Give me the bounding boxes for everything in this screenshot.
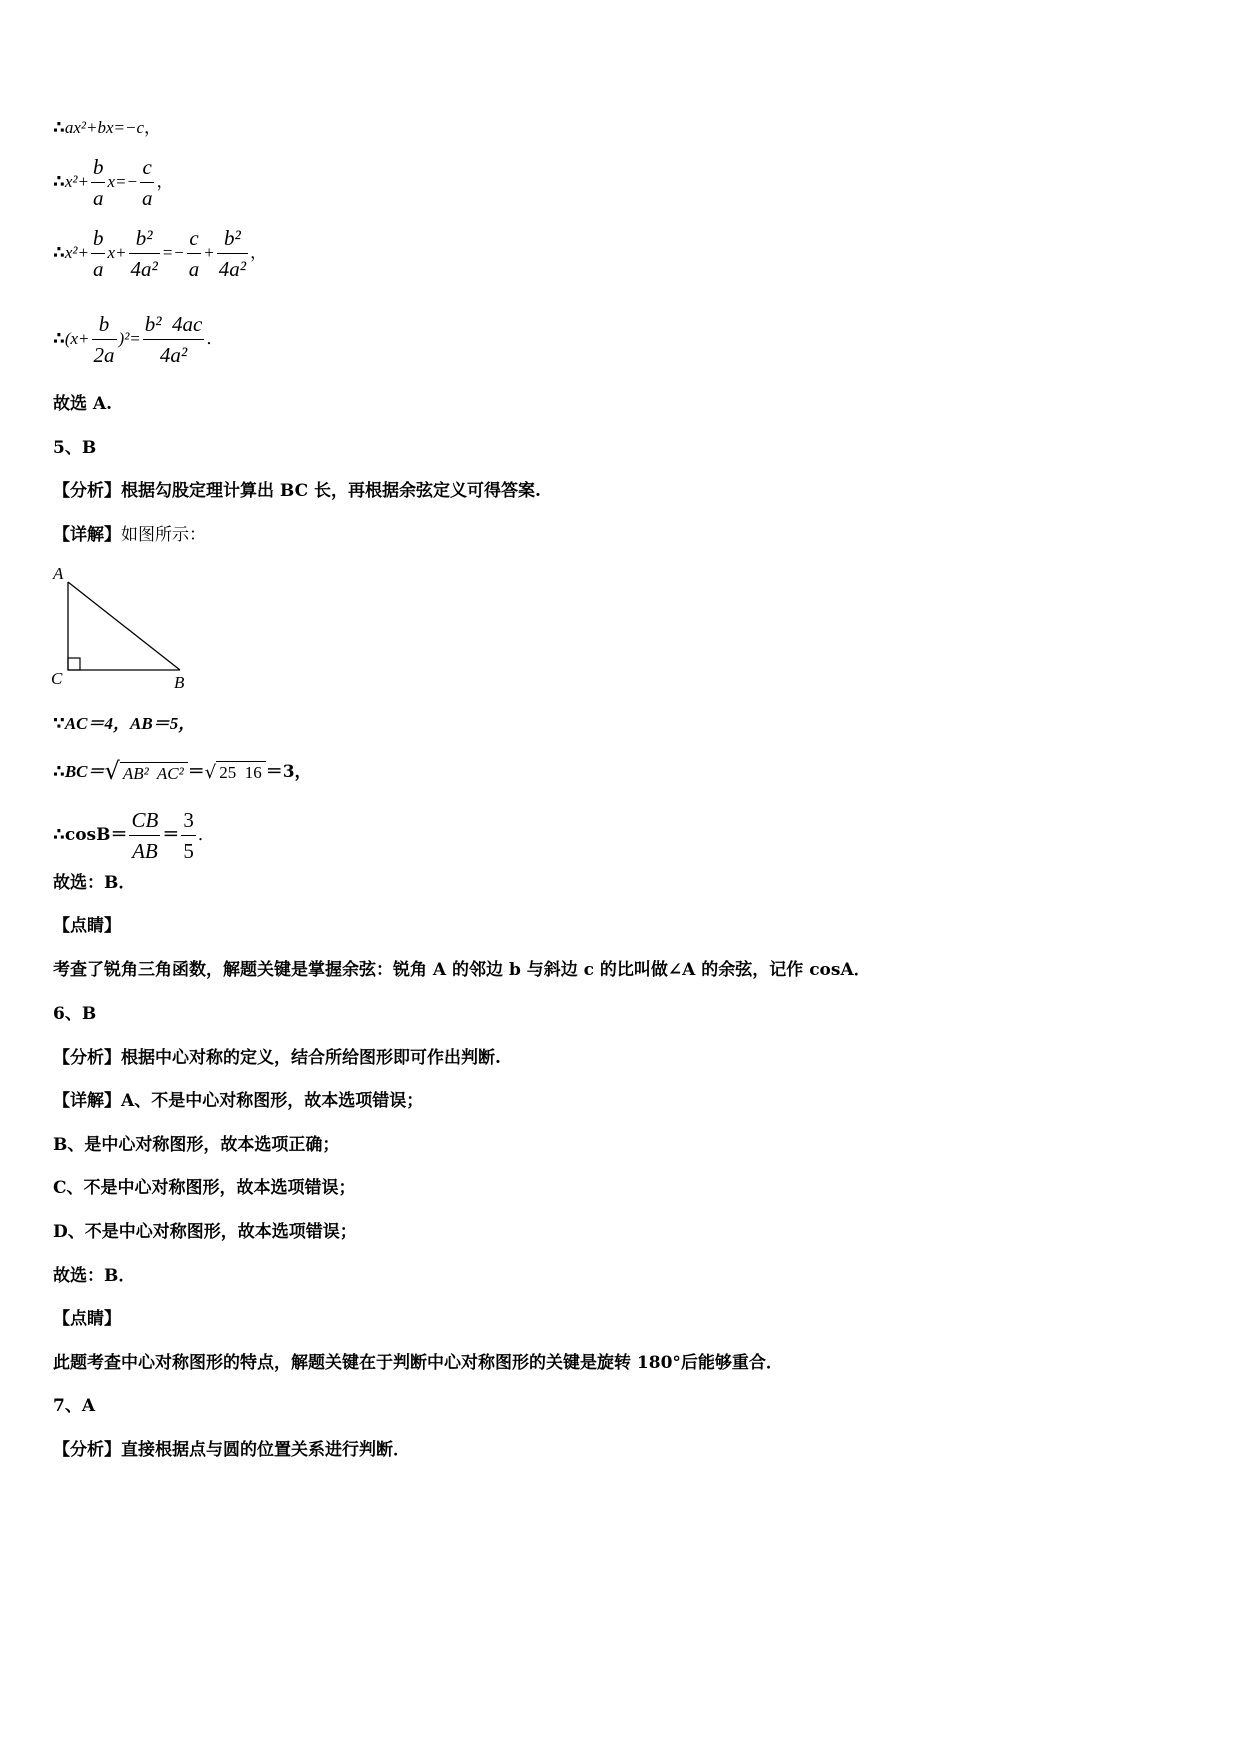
q5-analysis bbox=[53, 480, 541, 502]
equation-text: + bbox=[203, 243, 215, 262]
question-7-heading: 7、A bbox=[53, 1396, 96, 1416]
punct: ． bbox=[197, 825, 215, 845]
denominator: 4a² bbox=[159, 343, 188, 367]
equation-text: (x+ bbox=[64, 329, 90, 348]
numerator: b² bbox=[129, 226, 160, 254]
equation-text: x+ bbox=[107, 243, 127, 262]
denominator: 5 bbox=[183, 839, 194, 863]
equation-text: cosB＝ bbox=[64, 825, 128, 845]
q6-choose: 故选：B． bbox=[53, 1266, 136, 1286]
q6-option-d: D、不是中心对称图形，故本选项错误； bbox=[53, 1222, 357, 1242]
equation-text: BC＝ bbox=[64, 762, 105, 781]
radicand: 25 16 bbox=[216, 761, 266, 782]
numerator: b² 4ac bbox=[143, 312, 205, 340]
equation-text: =− bbox=[161, 243, 185, 262]
question-6-heading: 6、B bbox=[53, 1004, 97, 1024]
equation-text: )²= bbox=[118, 329, 141, 348]
q5-choose: 故选：B． bbox=[53, 873, 136, 893]
q6-detail bbox=[53, 1090, 423, 1112]
side-ab bbox=[68, 582, 180, 670]
fraction bbox=[91, 155, 106, 210]
denominator: 2a bbox=[93, 343, 115, 367]
right-triangle-figure bbox=[48, 562, 198, 694]
punct: ， bbox=[144, 118, 161, 138]
fraction bbox=[181, 808, 196, 863]
fraction bbox=[129, 226, 160, 281]
therefore-symbol: ∴ bbox=[53, 329, 65, 349]
analysis-tag: 【分析】 bbox=[53, 1048, 121, 1068]
denominator: a bbox=[141, 186, 153, 210]
numerator: b² bbox=[217, 226, 248, 254]
numerator: c bbox=[187, 226, 202, 254]
detail-tag: 【详解】 bbox=[53, 1091, 121, 1111]
vertex-label-c: C bbox=[51, 669, 63, 688]
sqrt-expression: √ AB² AC² bbox=[105, 760, 188, 785]
equation-text: x=− bbox=[107, 172, 138, 191]
fraction bbox=[140, 155, 155, 210]
fraction bbox=[92, 312, 117, 367]
because-symbol: ∵ bbox=[53, 714, 65, 734]
line-1 bbox=[53, 117, 161, 139]
fraction bbox=[129, 808, 160, 863]
detail-text: 如图所示： bbox=[121, 525, 206, 545]
numerator: CB bbox=[129, 808, 160, 836]
vertex-label-a: A bbox=[53, 564, 64, 583]
question-5-heading: 5、B bbox=[53, 438, 97, 458]
q6-analysis bbox=[53, 1047, 501, 1069]
numerator: 3 bbox=[181, 808, 196, 836]
analysis-text: 直接根据点与圆的位置关系进行判断． bbox=[121, 1440, 410, 1460]
line-3 bbox=[53, 226, 267, 281]
therefore-symbol: ∴ bbox=[53, 172, 65, 192]
q5-bc bbox=[53, 757, 312, 785]
q6-comment: 此题考查中心对称图形的特点，解题关键在于判断中心对称图形的关键是旋转 180°后能够重合． bbox=[53, 1353, 783, 1373]
q6-comment-tag: 【点睛】 bbox=[53, 1309, 121, 1329]
q7-analysis bbox=[53, 1439, 410, 1461]
numerator: b bbox=[91, 155, 106, 183]
denominator: a bbox=[92, 257, 104, 281]
fraction bbox=[187, 226, 202, 281]
q5-comment-tag: 【点睛】 bbox=[53, 916, 121, 936]
numerator: b bbox=[92, 312, 117, 340]
denominator: AB bbox=[132, 839, 158, 863]
q5-given bbox=[53, 713, 195, 735]
equals: ＝ bbox=[162, 825, 180, 845]
denominator: a bbox=[92, 186, 104, 210]
fraction bbox=[143, 312, 205, 367]
equals: ＝ bbox=[187, 762, 205, 782]
analysis-tag: 【分析】 bbox=[53, 481, 121, 501]
q5-comment: 考查了锐角三角函数，解题关键是掌握余弦：锐角 A 的邻边 b 与斜边 c 的比叫做∠A 的余弦，记作 cosA． bbox=[53, 960, 871, 980]
fraction bbox=[217, 226, 248, 281]
denominator: a bbox=[188, 257, 200, 281]
equation-text: ax²+bx=−c bbox=[64, 118, 144, 137]
q5-cos bbox=[53, 808, 215, 863]
result-text: ＝3， bbox=[265, 762, 312, 782]
equation-text: x²+ bbox=[64, 243, 89, 262]
fraction bbox=[91, 226, 106, 281]
therefore-symbol: ∴ bbox=[53, 762, 65, 782]
equation-text: x²+ bbox=[64, 172, 89, 191]
numerator: c bbox=[140, 155, 155, 183]
analysis-text: 根据中心对称的定义，结合所给图形即可作出判断. bbox=[121, 1048, 501, 1068]
punct: ． bbox=[206, 329, 224, 349]
denominator: 4a² bbox=[130, 257, 158, 281]
vertex-label-b: B bbox=[174, 673, 185, 692]
punct: ， bbox=[156, 172, 174, 192]
given-text: AC＝4，AB＝5， bbox=[64, 714, 196, 733]
punct: ， bbox=[250, 243, 268, 263]
radicand: AB² AC² bbox=[120, 762, 188, 783]
right-angle-marker bbox=[68, 658, 80, 670]
therefore-symbol: ∴ bbox=[53, 243, 65, 263]
choose-line: 故选 A. bbox=[53, 394, 113, 414]
therefore-symbol: ∴ bbox=[53, 825, 65, 845]
q6-option-b: B、是中心对称图形，故本选项正确； bbox=[53, 1135, 340, 1155]
analysis-text: 根据勾股定理计算出 BC 长，再根据余弦定义可得答案. bbox=[121, 481, 541, 501]
therefore-symbol: ∴ bbox=[53, 118, 65, 138]
sqrt-expression: √ 25 16 bbox=[205, 762, 266, 784]
q6-option-c: C、不是中心对称图形，故本选项错误； bbox=[53, 1178, 356, 1198]
analysis-tag: 【分析】 bbox=[53, 1440, 121, 1460]
numerator: b bbox=[91, 226, 106, 254]
detail-text: A、不是中心对称图形，故本选项错误； bbox=[121, 1091, 424, 1111]
denominator: 4a² bbox=[218, 257, 247, 281]
detail-tag: 【详解】 bbox=[53, 525, 121, 545]
line-4 bbox=[53, 312, 223, 367]
line-2 bbox=[53, 155, 173, 210]
q5-detail bbox=[53, 524, 206, 546]
